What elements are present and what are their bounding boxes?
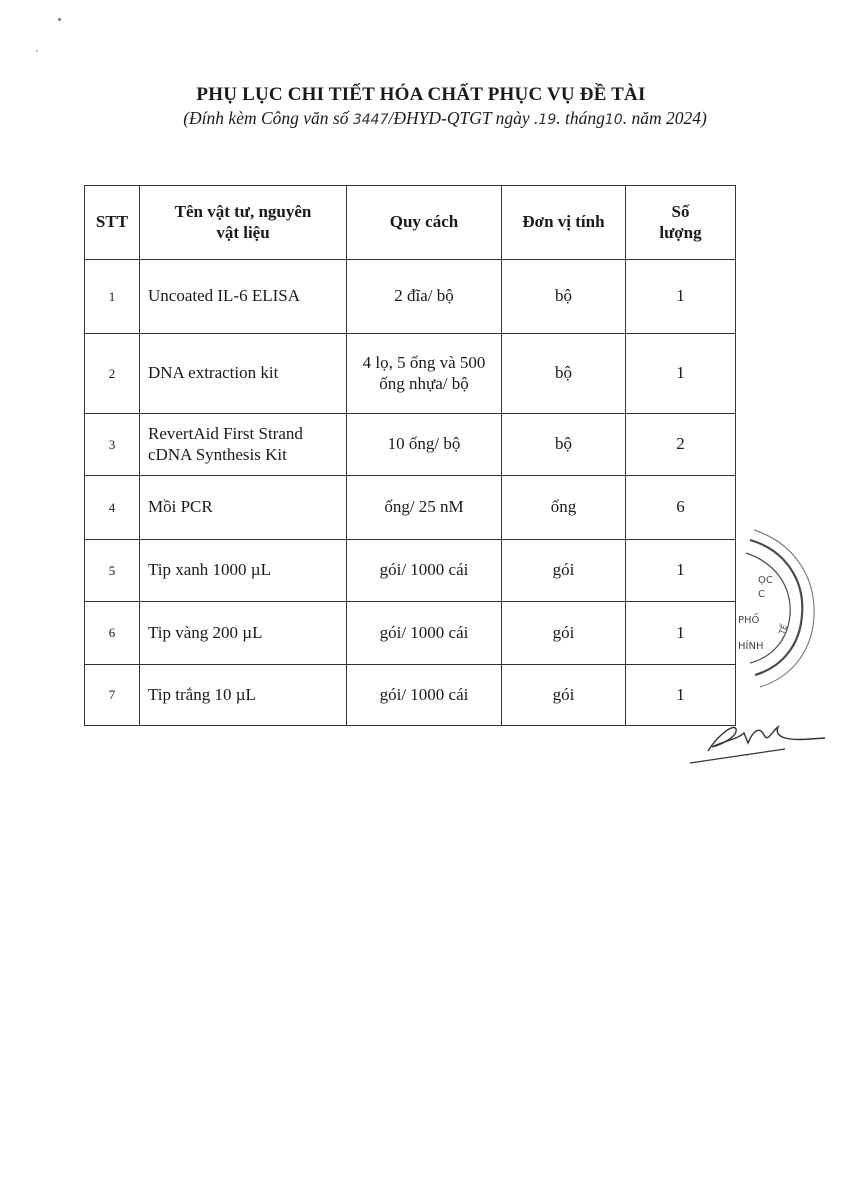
document-number-handwritten: 3447 bbox=[352, 112, 389, 128]
table-row bbox=[85, 414, 736, 476]
header-qty-line1: Số bbox=[671, 202, 690, 222]
row-name: Tip vàng 200 µL bbox=[140, 602, 347, 665]
subtitle-prefix: (Đính kèm Công văn số bbox=[183, 108, 349, 128]
row-qty: 1 bbox=[626, 334, 736, 414]
row-name: Uncoated IL-6 ELISA bbox=[140, 260, 347, 334]
table-row bbox=[85, 476, 736, 540]
row-spec: gói/ 1000 cái bbox=[347, 665, 502, 726]
table-header-row bbox=[85, 186, 736, 260]
seal-text-fragment: PHỐ bbox=[738, 615, 760, 626]
header-name-line2: vật liệu bbox=[216, 222, 270, 242]
page-title: PHỤ LỤC CHI TIẾT HÓA CHẤT PHỤC VỤ ĐỀ TÀI bbox=[196, 84, 646, 105]
row-qty: 1 bbox=[626, 665, 736, 726]
row-unit: bộ bbox=[502, 414, 626, 476]
row-name: Tip xanh 1000 µL bbox=[140, 540, 347, 602]
header-qty-line2: lượng bbox=[659, 222, 702, 242]
row-name: DNA extraction kit bbox=[140, 334, 347, 414]
header-name bbox=[140, 186, 347, 260]
row-spec: ống/ 25 nM bbox=[347, 476, 502, 540]
seal-text-fragment: ỌC bbox=[758, 575, 773, 586]
row-qty: 1 bbox=[626, 260, 736, 334]
page-subtitle bbox=[0, 108, 842, 129]
seal-text-fragment: HÍNH bbox=[738, 641, 764, 652]
header-unit: Đơn vị tính bbox=[502, 186, 626, 260]
row-stt: 4 bbox=[85, 476, 140, 540]
row-spec: 10 ống/ bộ bbox=[347, 414, 502, 476]
row-name: RevertAid First Strand cDNA Synthesis Kit bbox=[140, 414, 347, 476]
header-name-line1: Tên vật tư, nguyên bbox=[174, 202, 312, 222]
table-row bbox=[85, 334, 736, 414]
seal-text-fragment: TẾ bbox=[777, 623, 790, 636]
official-seal-stamp bbox=[710, 525, 820, 690]
row-qty: 1 bbox=[626, 602, 736, 665]
row-stt: 7 bbox=[85, 665, 140, 726]
row-qty: 2 bbox=[626, 414, 736, 476]
row-stt: 6 bbox=[85, 602, 140, 665]
table-row bbox=[85, 665, 736, 726]
subtitle-suffix: . năm 2024) bbox=[622, 108, 707, 128]
row-stt: 3 bbox=[85, 414, 140, 476]
row-unit: bộ bbox=[502, 334, 626, 414]
chemicals-table bbox=[84, 185, 736, 726]
scan-speck bbox=[58, 18, 61, 21]
handwritten-signature bbox=[690, 705, 830, 770]
row-unit: gói bbox=[502, 602, 626, 665]
row-stt: 1 bbox=[85, 260, 140, 334]
header-spec: Quy cách bbox=[347, 186, 502, 260]
row-qty: 1 bbox=[626, 540, 736, 602]
row-spec: 4 lọ, 5 ống và 500 ống nhựa/ bộ bbox=[347, 334, 502, 414]
row-spec: gói/ 1000 cái bbox=[347, 540, 502, 602]
row-unit: gói bbox=[502, 540, 626, 602]
row-name: Tip trắng 10 µL bbox=[140, 665, 347, 726]
subtitle-mid: /ĐHYD-QTGT ngày . bbox=[388, 108, 539, 128]
row-unit: ống bbox=[502, 476, 626, 540]
row-unit: gói bbox=[502, 665, 626, 726]
header-qty bbox=[626, 186, 736, 260]
table-row bbox=[85, 602, 736, 665]
row-name: Mồi PCR bbox=[140, 476, 347, 540]
row-spec: gói/ 1000 cái bbox=[347, 602, 502, 665]
month-handwritten: 10 bbox=[604, 112, 623, 128]
scan-speck bbox=[36, 50, 38, 52]
table-row bbox=[85, 540, 736, 602]
day-handwritten: 19 bbox=[538, 112, 557, 128]
row-stt: 5 bbox=[85, 540, 140, 602]
header-stt: STT bbox=[85, 186, 140, 260]
row-stt: 2 bbox=[85, 334, 140, 414]
row-qty: 6 bbox=[626, 476, 736, 540]
seal-text-fragment: C bbox=[758, 589, 765, 600]
table-row bbox=[85, 260, 736, 334]
subtitle-month-label: . tháng bbox=[556, 108, 605, 128]
row-unit: bộ bbox=[502, 260, 626, 334]
row-spec: 2 đĩa/ bộ bbox=[347, 260, 502, 334]
